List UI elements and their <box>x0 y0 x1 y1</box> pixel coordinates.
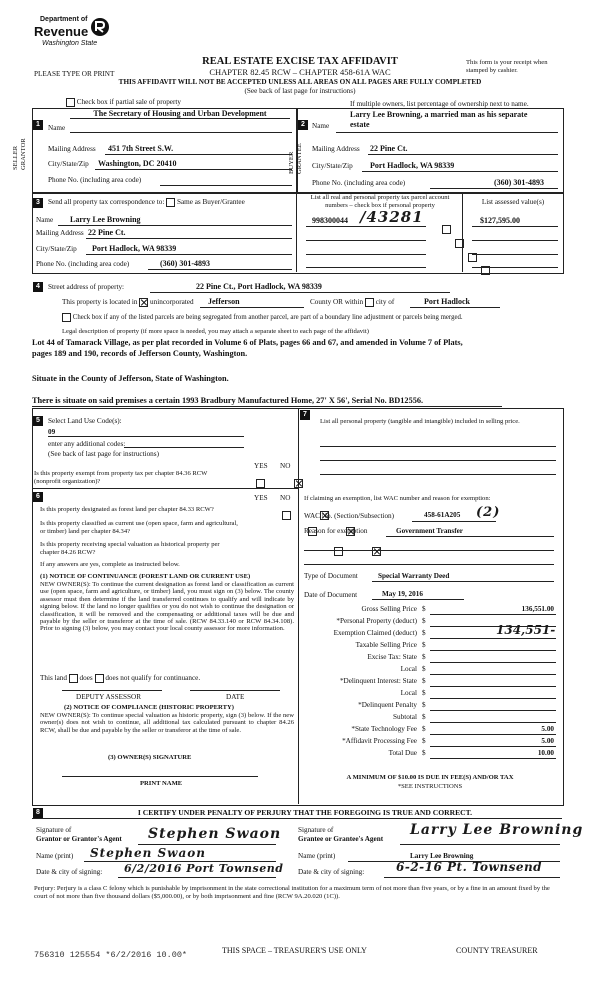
tax-row-label: Local <box>400 689 417 697</box>
buyer-side-label: BUYER GRANTEE <box>288 143 303 174</box>
send-correspondence-row <box>48 198 245 207</box>
located-row <box>62 298 194 307</box>
partial-sale-row <box>66 98 181 107</box>
partial-sale-checkbox[interactable] <box>66 98 75 107</box>
buyer-name-line2[interactable]: estate <box>350 120 370 129</box>
wac-number[interactable]: 458-61A205 <box>424 511 461 519</box>
does-checkbox[interactable] <box>69 674 78 683</box>
tax-row-value[interactable]: 136,551.00 <box>521 605 554 613</box>
grantor-sig-label-1: Signature of <box>36 826 72 834</box>
section-5-badge: 5 <box>33 416 43 426</box>
notice1-text: NEW OWNER(S): To continue the current designation as forest land or classification as current use (open space, farm and agriculture, or timber) land, you must sign on (3) below. The county assessor must then determine if the land transferred continues to qualify and will indicate by signing below. If the land no longer qualifies or you do not wish to continue the designation or classification, it will be removed and the compensating or additional taxes will be due and payable by the seller or transferor at the time of sale. (RCW 84.33.140 or RCW 84.34.108). Prior to signing (3) below, you may contact your local county assessor for more information. <box>40 581 294 633</box>
seller-mailing-label: Mailing Address <box>48 145 96 153</box>
form-title: REAL ESTATE EXCISE TAX AFFIDAVIT <box>202 56 398 67</box>
grantee-sig-label-2: Grantee or Grantee's Agent <box>298 835 384 843</box>
section-7-badge: 7 <box>300 410 310 420</box>
receipt-note: This form is your receipt when stamped by cashier. <box>466 59 548 74</box>
dollar-sign: $ <box>422 701 426 709</box>
sec6-q2: Is this property classified as current use (open space, farm and agricultural, or timber) land per chapter 84.34? <box>40 520 238 535</box>
section-8-badge: 8 <box>33 808 43 818</box>
seller-phone-label: Phone No. (including area code) <box>48 176 142 184</box>
same-as-buyer-label: Same as Buyer/Grantee <box>176 198 245 207</box>
tax-row-label: *Personal Property (deduct) <box>336 617 417 625</box>
tax-row-value[interactable]: 5.00 <box>541 737 554 745</box>
parcel-number[interactable]: 998300044 <box>312 216 348 225</box>
city-of-label: city of <box>375 298 395 307</box>
tax-row-label: Excise Tax: State <box>367 653 417 661</box>
street-address[interactable]: 22 Pine Ct., Port Hadlock, WA 98339 <box>196 282 322 291</box>
street-label: Street address of property: <box>48 283 125 291</box>
perjury-notice: Perjury: Perjury is a class C felony which is punishable by imprisonment in the state correctional institution for a maximum term of not more than five years, or by a fine in an amount fixed by the court of not more than five thousand dollars ($5,000.00), or by both imprisonment and fine (RCW 9A.20.020 (1C)). <box>34 885 550 900</box>
parcel-rows <box>306 218 354 236</box>
grantor-signature[interactable]: Stephen Swaon <box>148 826 282 842</box>
unincorporated-label: unincorporated <box>150 298 194 307</box>
seller-name[interactable]: The Secretary of Housing and Urban Development <box>70 109 290 119</box>
grantor-sig-label-2: Grantor or Grantor's Agent <box>36 835 122 843</box>
this-land-label: This land <box>40 674 67 683</box>
sec3-city-label: City/State/Zip <box>36 245 77 253</box>
tax-row-label: Subtotal <box>393 713 417 721</box>
legal-label: Legal description of property (if more space is needed, you may attach a separate sheet to each page of the affidavit) <box>62 328 369 335</box>
please-type: PLEASE TYPE OR PRINT <box>34 70 115 78</box>
tax-row-label: Gross Selling Price <box>361 605 417 613</box>
logo-line1: Department of <box>40 16 88 23</box>
notice1-title: (1) NOTICE OF CONTINUANCE (FOREST LAND OR CURRENT USE) <box>40 573 251 580</box>
county-treasurer: COUNTY TREASURER <box>456 946 538 955</box>
buyer-phone-label: Phone No. (including area code) <box>312 179 406 187</box>
see-back-sec5: (See back of last page for instructions) <box>48 450 159 458</box>
dollar-sign: $ <box>422 737 426 745</box>
notice2-title: (2) NOTICE OF COMPLIANCE (HISTORIC PROPERTY) <box>64 704 234 711</box>
grantor-name-label: Name (print) <box>36 852 74 860</box>
dollar-sign: $ <box>422 665 426 673</box>
wac-label: WAC No. (Section/Subsection) <box>304 512 395 520</box>
parcel-handwritten: /43281 <box>360 208 424 226</box>
tax-row-label: *Delinquent Penalty <box>358 701 417 709</box>
minimum-due: A MINIMUM OF $10.00 IS DUE IN FEE(S) AND/OR TAX <box>346 774 514 781</box>
section-1-badge: 1 <box>33 120 43 130</box>
section-6-badge: 6 <box>33 492 43 502</box>
doc-date[interactable]: May 19, 2016 <box>382 590 423 598</box>
tax-row-value[interactable]: 5.00 <box>541 725 554 733</box>
buyer-name-line1[interactable]: Larry Lee Browning, a married man as his separate <box>350 110 528 119</box>
parcel-header: List all real and personal property tax parcel account numbers – check box if personal property <box>310 194 450 209</box>
send-correspondence-label: Send all property tax correspondence to: <box>48 198 165 207</box>
does-label: does <box>79 674 93 683</box>
land-use-label: Select Land Use Code(s): <box>48 417 122 425</box>
qualify-row <box>40 674 200 683</box>
dollar-sign: $ <box>422 641 426 649</box>
grantee-name-label: Name (print) <box>298 852 336 860</box>
county-or-label: County OR within <box>310 298 364 307</box>
certify-statement: I CERTIFY UNDER PENALTY OF PERJURY THAT THE FOREGOING IS TRUE AND CORRECT. <box>137 808 473 817</box>
section-4-badge: 4 <box>33 282 43 292</box>
treasurer-use-only: THIS SPACE – TREASURER'S USE ONLY <box>222 946 367 955</box>
exempt-question: Is this property exempt from property tax per chapter 84.36 RCW (nonprofit organization)? <box>34 470 208 485</box>
parcel-1-checkbox[interactable] <box>442 225 451 234</box>
same-as-buyer-checkbox[interactable] <box>166 198 175 207</box>
grantee-signature[interactable]: Larry Lee Browning <box>410 822 584 838</box>
sec6-q1: Is this property designated as forest land per chapter 84.33 RCW? <box>40 506 214 513</box>
grantor-name[interactable]: Stephen Swaon <box>90 846 206 860</box>
logo-line3: Washington State <box>42 40 98 47</box>
tax-row-label: *Affidavit Processing Fee <box>342 737 417 745</box>
tax-row-label: Total Due <box>388 749 417 757</box>
sec3-name[interactable]: Larry Lee Browning <box>70 215 141 224</box>
does-not-label: does not qualify for continuance. <box>105 674 201 683</box>
segregated-label: Check box if any of the listed parcels are being segregated from another parcel, are part of a boundary line adjustment or parcels being merged. <box>72 314 463 322</box>
buyer-city[interactable]: Port Hadlock, WA 98339 <box>370 161 455 170</box>
receipt-stamp: 756310 125554 *6/2/2016 10.00* <box>34 950 188 960</box>
reason[interactable]: Government Transfer <box>396 527 464 535</box>
grantee-date-label: Date & city of signing: <box>298 868 365 876</box>
grantor-date-label: Date & city of signing: <box>36 868 103 876</box>
exempt-no-checkbox[interactable] <box>294 479 303 488</box>
tax-table <box>300 605 560 761</box>
segregated-row <box>62 313 463 322</box>
reason-label: Reason for exemption <box>304 527 368 535</box>
legal-line-1[interactable]: Lot 44 of Tamarack Village, as per plat recorded in Volume 6 of Plats, pages 66 and 67, and amended in Volume 7 of Plats, <box>32 338 463 347</box>
see-instructions: *SEE INSTRUCTIONS <box>397 783 463 790</box>
buyer-city-label: City/State/Zip <box>312 162 353 170</box>
section-3-badge: 3 <box>33 198 43 208</box>
sec6-yes: YES <box>254 494 268 502</box>
sec5-yes: YES <box>254 462 268 470</box>
dollar-sign: $ <box>422 629 426 637</box>
tax-row-label: Taxable Selling Price <box>355 641 417 649</box>
owner-signature-label: (3) OWNER(S) SIGNATURE <box>108 754 192 761</box>
dollar-sign: $ <box>422 725 426 733</box>
dollar-sign: $ <box>422 617 426 625</box>
buyer-phone[interactable]: (360) 301-4893 <box>494 178 544 187</box>
tax-row-label: *State Technology Fee <box>351 725 417 733</box>
grantor-date-city[interactable]: 6/2/2016 Port Townsend <box>124 862 284 875</box>
form-chapter: CHAPTER 82.45 RCW – CHAPTER 458-61A WAC <box>209 67 391 77</box>
grantee-name[interactable]: Larry Lee Browning <box>410 852 474 860</box>
buyer-mailing[interactable]: 22 Pine Ct. <box>370 144 408 153</box>
seller-city-label: City/State/Zip <box>48 160 89 168</box>
doc-type[interactable]: Special Warranty Deed <box>378 572 450 580</box>
assessed-value[interactable]: $127,595.00 <box>480 216 520 225</box>
sec6-q3: Is this property receiving special valuation as historical property per chapter 84.26 RCW? <box>40 541 220 556</box>
does-not-checkbox[interactable] <box>95 674 104 683</box>
buyer-name-label: Name <box>312 122 330 130</box>
partial-sale-label: Check box if partial sale of property <box>76 98 181 107</box>
tax-row-label: *Delinquent Interest: State <box>339 677 417 685</box>
date-label: DATE <box>226 693 245 701</box>
form-warning: THIS AFFIDAVIT WILL NOT BE ACCEPTED UNLESS ALL AREAS ON ALL PAGES ARE FULLY COMPLETED <box>118 78 482 86</box>
sec3-mailing[interactable]: 22 Pine Ct. <box>88 228 126 237</box>
dollar-sign: $ <box>422 689 426 697</box>
personal-property-label: List all personal property (tangible and intangible) included in selling price. <box>320 418 520 425</box>
wac-handwritten: (2) <box>476 505 501 520</box>
sec3-phone[interactable]: (360) 301-4893 <box>160 259 210 268</box>
dollar-sign: $ <box>422 653 426 661</box>
doc-date-label: Date of Document <box>304 591 358 599</box>
city-name[interactable]: Port Hadlock <box>424 297 470 306</box>
grantee-date-city[interactable]: 6-2-16 Pt. Townsend <box>396 860 543 874</box>
sec3-name-label: Name <box>36 216 54 224</box>
county-or-row <box>310 298 394 307</box>
additional-codes-label: enter any additional codes: <box>48 440 126 448</box>
premises[interactable]: There is situate on said premises a certain 1993 Bradbury Manufactured Home, 27' X 56', Serial No. BD12556. <box>32 396 424 405</box>
sec3-city[interactable]: Port Hadlock, WA 98339 <box>92 244 177 253</box>
located-label: This property is located in <box>62 298 138 307</box>
seller-mailing[interactable]: 451 7th Street S.W. <box>108 144 174 153</box>
print-name-label: PRINT NAME <box>140 780 183 787</box>
exempt-yes-checkbox[interactable] <box>256 479 265 488</box>
seller-city[interactable]: Washington, DC 20410 <box>98 159 177 168</box>
dollar-sign: $ <box>422 605 426 613</box>
seller-side-label: SELLER GRANTOR <box>12 138 27 170</box>
doc-type-label: Type of Document <box>304 572 358 580</box>
historic-no-checkbox[interactable] <box>372 547 381 556</box>
deputy-assessor-label: DEPUTY ASSESSOR <box>76 693 142 701</box>
legal-line-2[interactable]: pages 189 and 190, records of Jefferson County, Washington. <box>32 349 248 358</box>
forest-yes-checkbox[interactable] <box>282 511 291 520</box>
parcel-2-checkbox[interactable] <box>455 239 464 248</box>
tax-row-label: Local <box>400 665 417 673</box>
exemption-handwritten: 134,551- <box>496 623 556 637</box>
unincorporated-checkbox[interactable] <box>139 298 148 307</box>
county[interactable]: Jefferson <box>208 297 240 306</box>
buyer-mailing-label: Mailing Address <box>312 145 360 153</box>
notice2-text: NEW OWNER(S): To continue special valuation as historic property, sign (3) below. If the new owner(s) does not wish to continue, all additional tax calculated pursuant to chapter 84.26 RCW, shall be due and payable by the seller or transferor at the time of sale. <box>40 712 294 734</box>
dollar-sign: $ <box>422 749 426 757</box>
see-back-header: (See back of last page for instructions) <box>244 87 356 95</box>
tax-row-label: Exemption Claimed (deduct) <box>333 629 417 637</box>
situate[interactable]: Situate in the County of Jefferson, State of Washington. <box>32 374 229 383</box>
city-of-checkbox[interactable] <box>365 298 374 307</box>
historic-yes-checkbox[interactable] <box>334 547 343 556</box>
assessed-header: List assessed value(s) <box>481 198 545 206</box>
tax-row-value[interactable]: 10.00 <box>537 749 554 757</box>
sec3-mailing-label: Mailing Address <box>36 229 84 237</box>
dor-logo <box>34 14 114 54</box>
dor-emblem-icon <box>90 16 110 38</box>
seller-name-label: Name <box>48 124 66 132</box>
section-2-badge: 2 <box>298 120 308 130</box>
logo-line2: Revenue <box>34 24 89 39</box>
dollar-sign: $ <box>422 677 426 685</box>
grantee-sig-label-1: Signature of <box>298 826 334 834</box>
sec5-no: NO <box>280 462 291 470</box>
dollar-sign: $ <box>422 713 426 721</box>
sec3-phone-label: Phone No. (including area code) <box>36 260 130 268</box>
any-yes-note: If any answers are yes, complete as instructed below. <box>40 561 180 568</box>
multiple-owners-note: If multiple owners, list percentage of ownership next to name. <box>350 100 529 108</box>
sec6-no: NO <box>280 494 291 502</box>
segregated-checkbox[interactable] <box>62 313 71 322</box>
land-use-code[interactable]: 09 <box>48 428 56 436</box>
exemption-label: If claiming an exemption, list WAC number and reason for exemption: <box>304 495 491 502</box>
